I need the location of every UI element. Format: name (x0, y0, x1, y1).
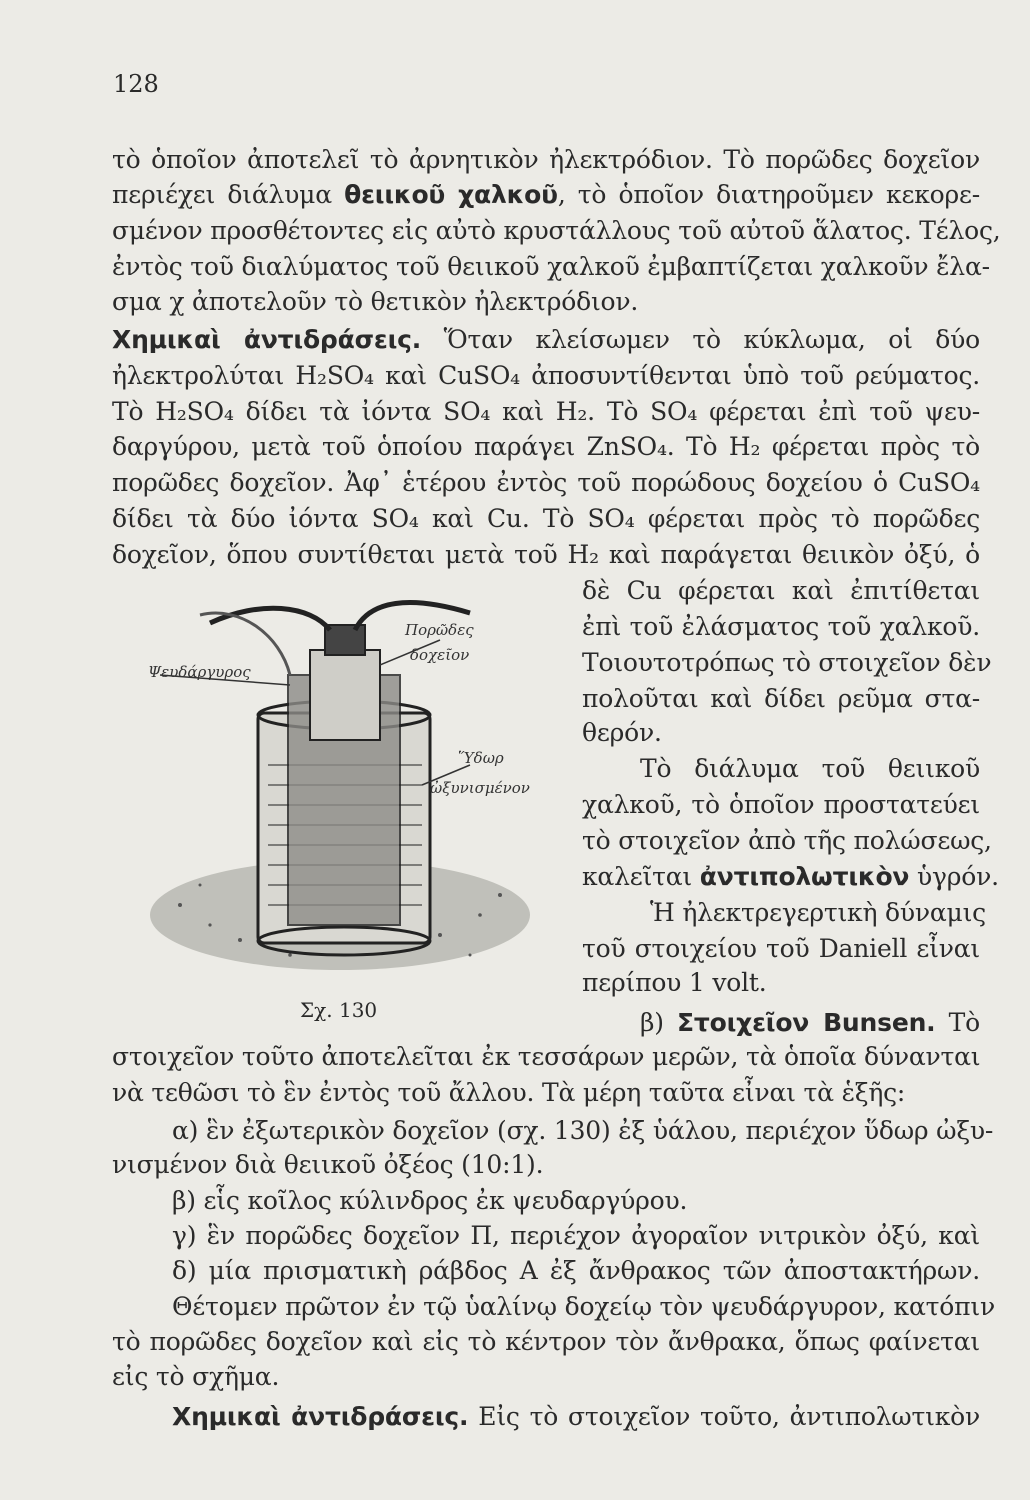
section-heading: Χημικαὶ ἀντιδράσεις. (112, 325, 422, 354)
text-line: εἰς τὸ σχῆμα. (112, 1362, 280, 1391)
text-line: δαργύρου, μετὰ τοῦ ὁποίου παράγει ZnSO₄. Τὸ H₂ φέρεται πρὸς τὸ (112, 432, 980, 461)
text-line: β) Στοιχεῖον Bunsen. Τὸ (640, 1008, 980, 1037)
text-line: Χημικαὶ ἀντιδράσεις. Εἰς τὸ στοιχεῖον τοῦτο, ἀντιπολωτικὸν (172, 1402, 981, 1431)
list-item: β) εἷς κοῖλος κύλινδρος ἐκ ψευδαργύρου. (172, 1186, 688, 1215)
label-water: Ὕδωρ (458, 749, 504, 767)
text-line: τὸ πορῶδες δοχεῖον καὶ εἰς τὸ κέντρον τὸν ἄνθρακα, ὅπως φαίνεται (112, 1327, 980, 1356)
section-heading: Χημικαὶ ἀντιδράσεις. (172, 1402, 469, 1431)
text-line: σμένον προσθέτοντες εἰς αὐτὸ κρυστάλλους τοῦ αὐτοῦ ἅλατος. Τέλος, (112, 216, 1001, 245)
text-line: Τοιουτοτρόπως τὸ στοιχεῖον δὲν (582, 648, 992, 677)
bold-term: θειικοῦ χαλκοῦ (344, 180, 558, 209)
text-line: στοιχεῖον τοῦτο ἀποτελεῖται ἐκ τεσσάρων μερῶν, τὰ ὁποῖα δύνανται (112, 1042, 981, 1071)
list-item: δ) μία πρισματικὴ ράβδος Α ἐξ ἄνθρακος τῶν ἀποστακτήρων. (172, 1256, 980, 1285)
list-item: α) ἓν ἐξωτερικὸν δοχεῖον (σχ. 130) ἐξ ὑάλου, περιέχον ὕδωρ ὠξυ- (172, 1116, 994, 1145)
text-line: περιέχει διάλυμα θειικοῦ χαλκοῦ, τὸ ὁποῖον διατηροῦμεν κεκορε- (112, 180, 980, 209)
text-line: τὸ στοιχεῖον ἀπὸ τῆς πολώσεως, (582, 826, 992, 855)
label-acidified: ὠξυνισμένον (430, 779, 530, 797)
text-line: θερόν. (582, 718, 662, 747)
figure-daniell-cell (140, 585, 560, 995)
text-line: Θέτομεν πρῶτον ἐν τῷ ὑαλίνῳ δοχείῳ τὸν ψευδάργυρον, κατόπιν (172, 1292, 995, 1321)
text-line: καλεῖται ἀντιπολωτικὸν ὑγρόν. (582, 862, 999, 891)
label-pot: δοχεῖον (410, 646, 470, 664)
text-line: σμα χ ἀποτελοῦν τὸ θετικὸν ἠλεκτρόδιον. (112, 287, 639, 316)
section-heading: Στοιχεῖον Bunsen. (677, 1008, 936, 1037)
bold-term: ἀντιπολωτικὸν (699, 862, 910, 891)
label-zinc: Ψευδάργυρος (148, 663, 251, 681)
text-line: πορῶδες δοχεῖον. Ἀφ᾽ ἑτέρου ἐντὸς τοῦ πορώδους δοχείου ὁ CuSO₄ (112, 468, 980, 497)
text-line: ἐντὸς τοῦ διαλύματος τοῦ θειικοῦ χαλκοῦ ἐμβαπτίζεται χαλκοῦν ἔλα- (112, 252, 990, 281)
label-porous: Πορῶδες (405, 621, 474, 639)
text-line: Τὸ διάλυμα τοῦ θειικοῦ (640, 754, 980, 783)
text-line: πολοῦται καὶ δίδει ρεῦμα στα- (582, 684, 980, 713)
text-line: δοχεῖον, ὅπου συντίθεται μετὰ τοῦ H₂ καὶ παράγεται θειικὸν ὀξύ, ὁ (112, 540, 980, 569)
text-line: Χημικαὶ ἀντιδράσεις. Ὅταν κλείσωμεν τὸ κύκλωμα, οἱ δύο (112, 325, 980, 354)
text-line: ἠλεκτρολύται H₂SO₄ καὶ CuSO₄ ἀποσυντίθενται ὑπὸ τοῦ ρεύματος. (112, 361, 980, 390)
text-line: περίπου 1 volt. (582, 968, 767, 997)
text-line: Ἡ ἠλεκτρεγερτικὴ δύναμις (650, 898, 986, 927)
text-line: τὸ ὁποῖον ἀποτελεῖ τὸ ἀρνητικὸν ἠλεκτρόδιον. Τὸ πορῶδες δοχεῖον (112, 145, 980, 174)
text-line: δίδει τὰ δύο ἰόντα SO₄ καὶ Cu. Τὸ SO₄ φέρεται πρὸς τὸ πορῶδες (112, 504, 980, 533)
text-line: νισμένον διὰ θειικοῦ ὀξέος (10:1). (112, 1150, 544, 1179)
text-line: χαλκοῦ, τὸ ὁποῖον προστατεύει (582, 790, 980, 819)
text-line: Τὸ H₂SO₄ δίδει τὰ ἰόντα SO₄ καὶ H₂. Τὸ SO₄ φέρεται ἐπὶ τοῦ ψευ- (112, 397, 980, 426)
text-line: τοῦ στοιχείου τοῦ Daniell εἶναι (582, 934, 980, 963)
figure-caption: Σχ. 130 (300, 998, 378, 1022)
text-line: νὰ τεθῶσι τὸ ἓν ἐντὸς τοῦ ἄλλου. Τὰ μέρη ταῦτα εἶναι τὰ ἑξῆς: (112, 1078, 906, 1107)
page-number: 128 (113, 70, 159, 98)
text-line: ἐπὶ τοῦ ἐλάσματος τοῦ χαλκοῦ. (582, 612, 980, 641)
daniell-cell-illustration (140, 585, 560, 995)
list-item: γ) ἓν πορῶδες δοχεῖον Π, περιέχον ἀγοραῖον νιτρικὸν ὀξύ, καὶ (172, 1221, 980, 1250)
text-line: δὲ Cu φέρεται καὶ ἐπιτίθεται (582, 576, 980, 605)
